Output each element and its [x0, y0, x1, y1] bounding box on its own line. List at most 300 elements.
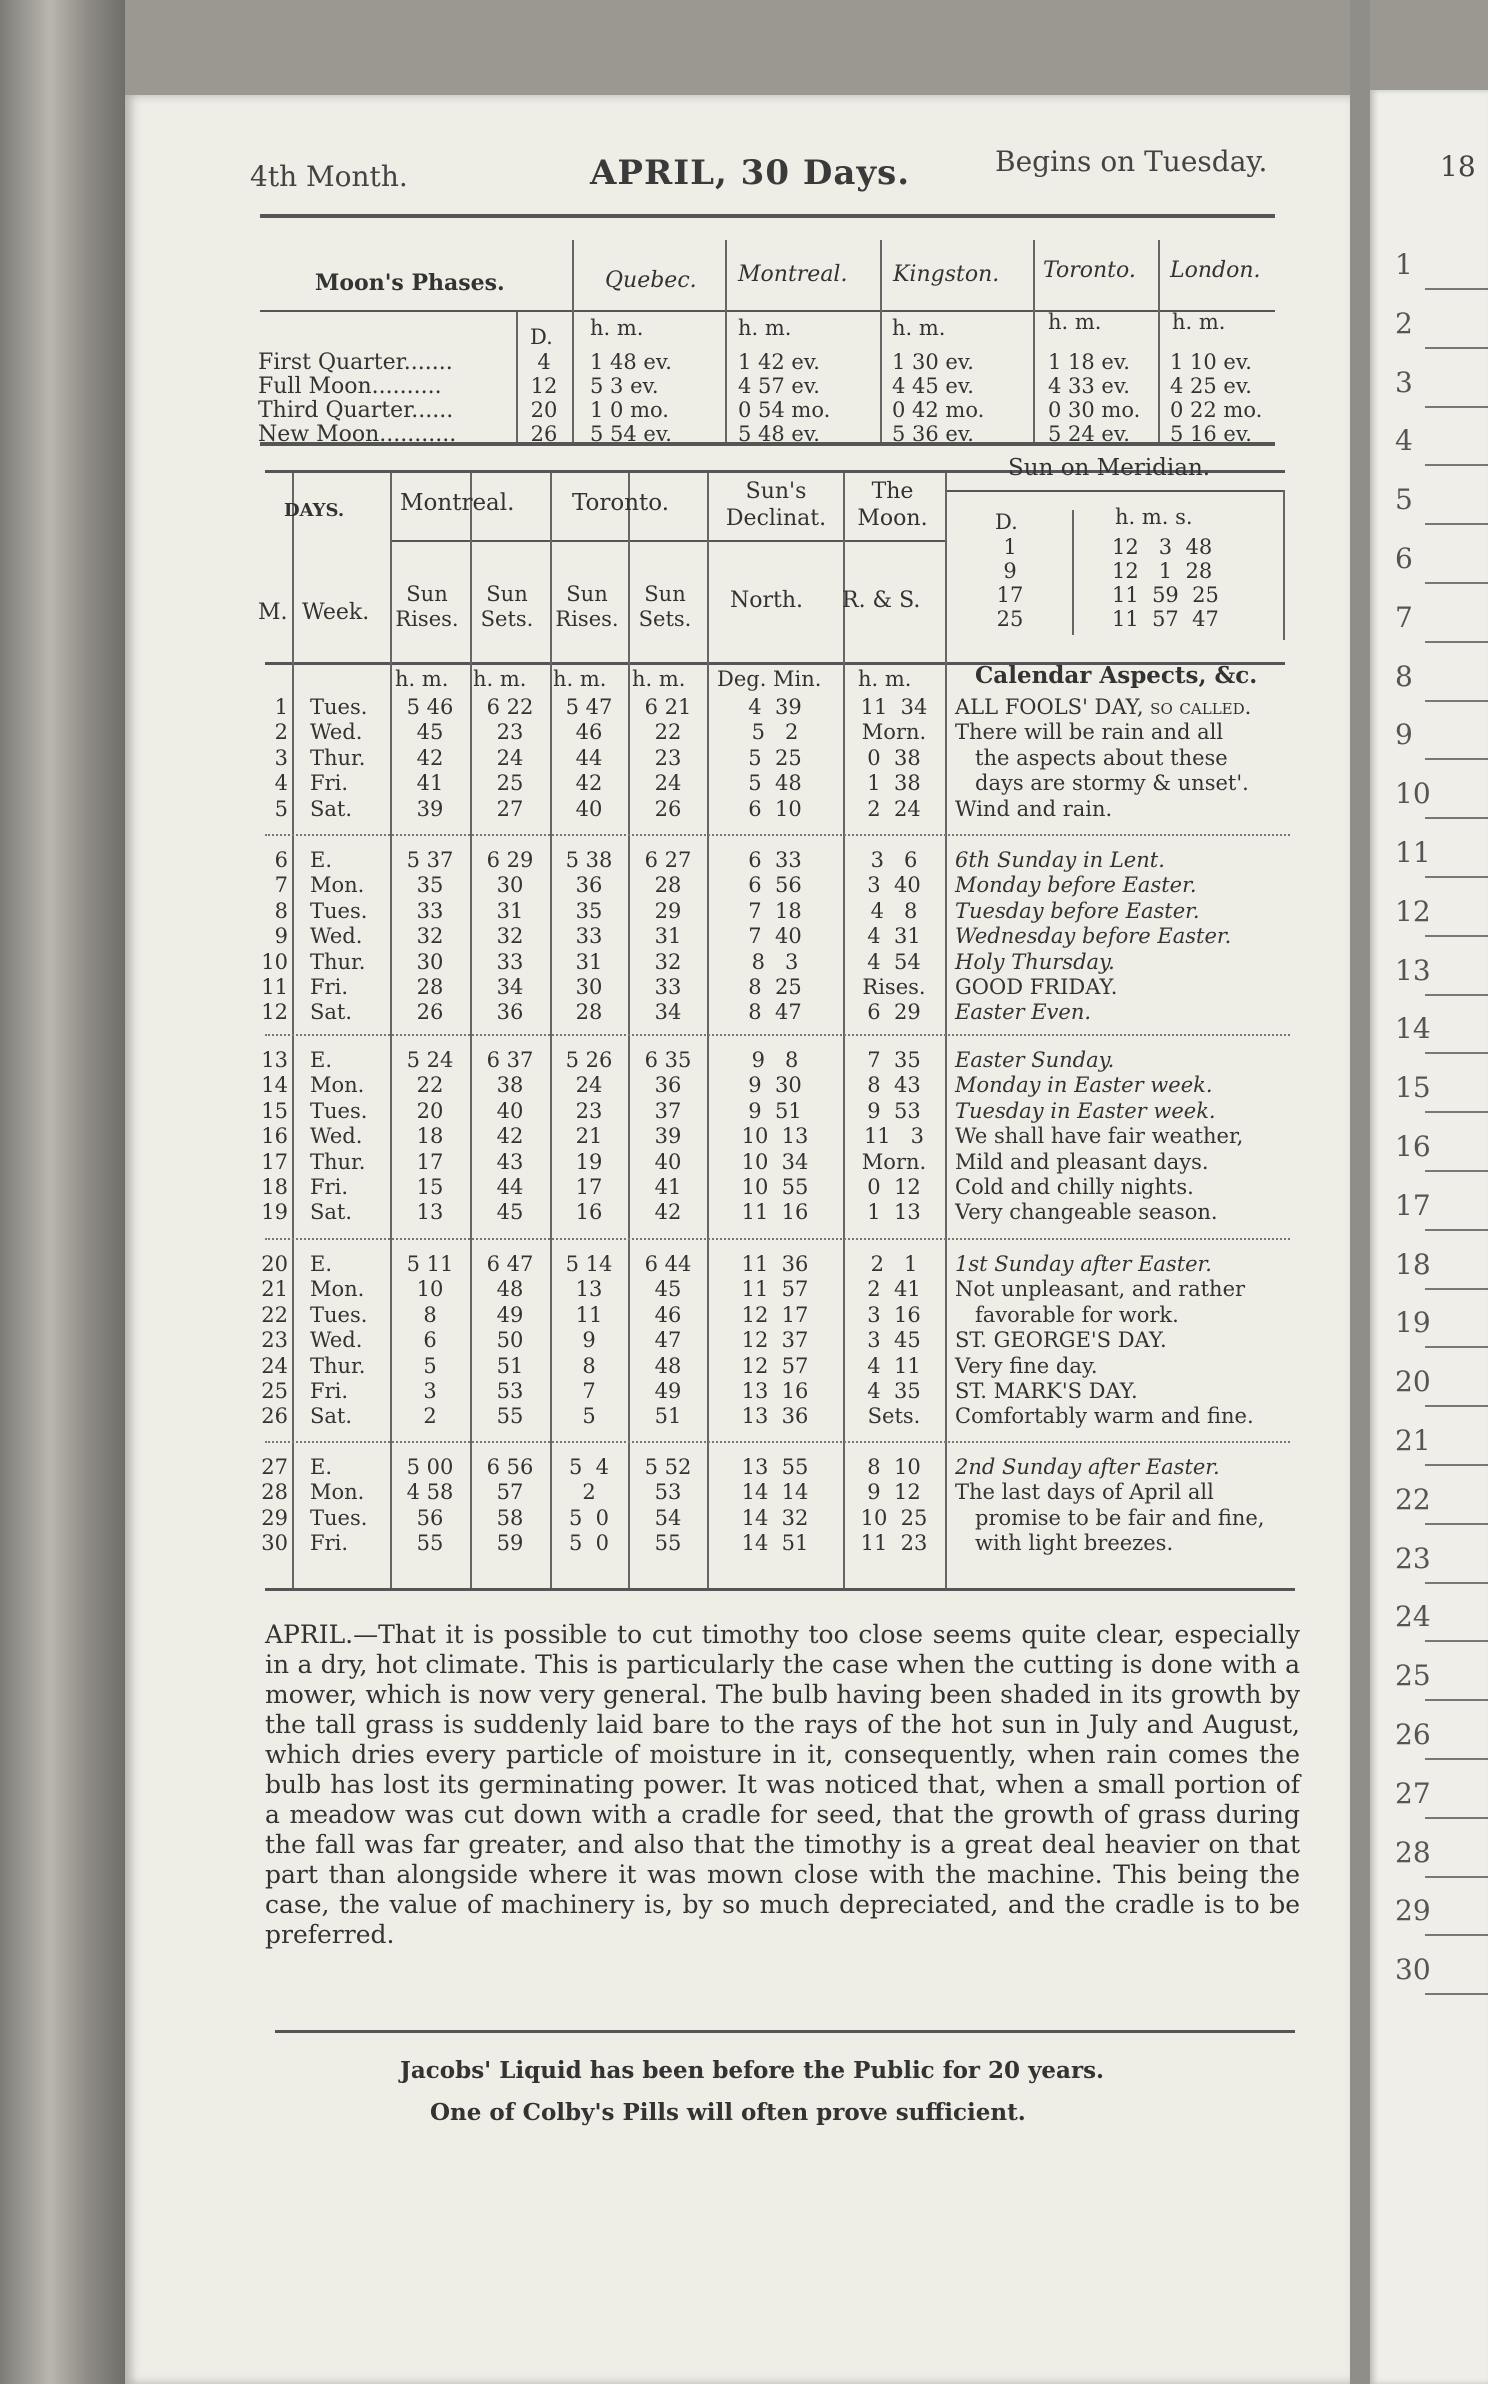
edge-rule	[1425, 1640, 1488, 1642]
group-separator	[265, 1441, 1290, 1443]
meridian-day: 17	[996, 583, 1024, 607]
toronto-header: Toronto.	[572, 490, 670, 516]
edge-rule	[1425, 641, 1488, 643]
edge-day-number: 2	[1395, 307, 1413, 340]
toronto-set: 28	[654, 873, 682, 897]
phase-time: 5 16 ev.	[1170, 422, 1252, 446]
montreal-set: 24	[496, 746, 524, 770]
day-number: 24	[261, 1354, 288, 1378]
moon-time: 10 25	[860, 1506, 928, 1530]
montreal-rise: 20	[416, 1099, 444, 1123]
montreal-rise: 33	[416, 899, 444, 923]
montreal-set: 23	[496, 720, 524, 744]
toronto-set: 48	[654, 1354, 682, 1378]
edge-rule	[1425, 347, 1488, 349]
phase-day: 12	[530, 374, 558, 398]
calendar-aspect: Wednesday before Easter.	[955, 924, 1232, 948]
declination: 8 25	[748, 975, 802, 999]
phases-hm-header: h. m.	[1048, 310, 1102, 334]
day-number: 14	[261, 1073, 288, 1097]
weekday: Tues.	[310, 899, 368, 923]
montreal-rise: 8	[423, 1303, 437, 1327]
table-column-divider	[292, 473, 294, 1588]
edge-rule	[1425, 288, 1488, 290]
declination: 7 18	[748, 899, 802, 923]
edge-rule	[1425, 1405, 1488, 1407]
meridian-header: Sun on Meridian.	[1008, 455, 1211, 481]
declination: 13 16	[741, 1379, 809, 1403]
edge-rule	[1425, 1876, 1488, 1878]
montreal-set: 50	[496, 1328, 524, 1352]
declination: 12 57	[741, 1354, 809, 1378]
col-rs: R. & S.	[842, 588, 921, 613]
declination: 14 32	[741, 1506, 809, 1530]
montreal-set: 58	[496, 1506, 524, 1530]
toronto-set: 41	[654, 1175, 682, 1199]
weekday: E.	[310, 848, 333, 872]
toronto-rise: 42	[575, 771, 603, 795]
weekday: Sat.	[310, 1000, 353, 1024]
edge-rule	[1425, 582, 1488, 584]
edge-day-number: 10	[1395, 777, 1431, 810]
montreal-set: 48	[496, 1277, 524, 1301]
declination: 10 55	[741, 1175, 809, 1199]
weekday: Tues.	[310, 1303, 368, 1327]
book-spine	[0, 0, 125, 2384]
day-number: 13	[261, 1048, 288, 1072]
weekday: Thur.	[310, 1150, 366, 1174]
weekday: E.	[310, 1048, 333, 1072]
weekday: Tues.	[310, 1099, 368, 1123]
meridian-rule	[945, 490, 1285, 492]
toronto-rise: 28	[575, 1000, 603, 1024]
toronto-set: 36	[654, 1073, 682, 1097]
toronto-rise: 44	[575, 746, 603, 770]
calendar-aspect: ST. GEORGE'S DAY.	[955, 1328, 1167, 1352]
calendar-aspect: ST. MARK'S DAY.	[955, 1379, 1138, 1403]
moon-time: 11 3	[863, 1124, 925, 1148]
units-label: h. m.	[553, 667, 607, 691]
meridian-time: 11 59 25	[1112, 583, 1219, 607]
montreal-set: 25	[496, 771, 524, 795]
weekday: Sat.	[310, 797, 353, 821]
calendar-aspect: Wind and rain.	[955, 797, 1113, 821]
day-number: 22	[261, 1303, 288, 1327]
phase-time: 5 54 ev.	[590, 422, 672, 446]
edge-day-number: 15	[1395, 1071, 1431, 1104]
col-tor-rise: Sun Rises.	[555, 582, 619, 631]
montreal-set: 44	[496, 1175, 524, 1199]
montreal-rise: 4 58	[406, 1480, 454, 1504]
edge-rule	[1425, 817, 1488, 819]
montreal-set: 6 29	[486, 848, 534, 872]
weekday: Wed.	[310, 720, 363, 744]
toronto-rise: 5 38	[565, 848, 613, 872]
phases-d-header: D.	[530, 325, 553, 349]
units-label: h. m.	[858, 667, 912, 691]
edge-day-number: 17	[1395, 1189, 1431, 1222]
declination: 5 48	[748, 771, 802, 795]
montreal-rise: 6	[423, 1328, 437, 1352]
weekday: Fri.	[310, 975, 349, 999]
day-number: 29	[261, 1506, 288, 1530]
montreal-set: 32	[496, 924, 524, 948]
toronto-set: 33	[654, 975, 682, 999]
declination: 14 51	[741, 1531, 809, 1555]
montreal-rise: 5 00	[406, 1455, 454, 1479]
phase-day: 26	[530, 422, 558, 446]
phase-time: 5 3 ev.	[590, 374, 659, 398]
montreal-rise: 5 24	[406, 1048, 454, 1072]
calendar-aspect: Easter Even.	[955, 1000, 1092, 1024]
toronto-set: 6 21	[644, 695, 692, 719]
weekday: Wed.	[310, 924, 363, 948]
toronto-rise: 5 47	[565, 695, 613, 719]
edge-rule	[1425, 876, 1488, 878]
moon-time: 2 41	[867, 1277, 921, 1301]
montreal-set: 30	[496, 873, 524, 897]
phases-divider	[1158, 240, 1160, 442]
calendar-aspect: Very fine day.	[955, 1354, 1098, 1378]
declination: 11 36	[741, 1252, 809, 1276]
phases-city-toronto: Toronto.	[1043, 258, 1136, 283]
toronto-rise: 19	[575, 1150, 603, 1174]
calendar-aspect: 1st Sunday after Easter.	[955, 1252, 1212, 1276]
montreal-rise: 5 46	[406, 695, 454, 719]
edge-rule	[1425, 406, 1488, 408]
day-number: 20	[261, 1252, 288, 1276]
edge-rule	[1425, 1934, 1488, 1936]
edge-day-number: 14	[1395, 1012, 1431, 1045]
declination-header: Sun's Declinat.	[725, 479, 827, 531]
edge-rule	[1425, 1111, 1488, 1113]
edge-rule	[1425, 1052, 1488, 1054]
edge-day-number: 30	[1395, 1953, 1431, 1986]
calendar-aspect: GOOD FRIDAY.	[955, 975, 1118, 999]
declination: 6 56	[748, 873, 802, 897]
declination: 13 55	[741, 1455, 809, 1479]
edge-rule	[1425, 1758, 1488, 1760]
day-number: 5	[274, 797, 288, 821]
meridian-day: 25	[996, 607, 1024, 631]
montreal-rise: 39	[416, 797, 444, 821]
toronto-rise: 36	[575, 873, 603, 897]
toronto-rise: 24	[575, 1073, 603, 1097]
essay-paragraph	[265, 1620, 1300, 1950]
declination: 11 57	[741, 1277, 809, 1301]
edge-rule	[1425, 1523, 1488, 1525]
moon-header: The Moon.	[857, 479, 928, 531]
montreal-rise: 10	[416, 1277, 444, 1301]
edge-day-number: 3	[1395, 366, 1413, 399]
toronto-rise: 9	[582, 1328, 596, 1352]
declination: 6 33	[748, 848, 802, 872]
montreal-rise: 5 11	[406, 1252, 454, 1276]
toronto-set: 49	[654, 1379, 682, 1403]
phases-divider	[1033, 240, 1035, 442]
toronto-rise: 11	[575, 1303, 603, 1327]
weekday: Fri.	[310, 1531, 349, 1555]
toronto-rise: 30	[575, 975, 603, 999]
meridian-hms-header: h. m. s.	[1115, 505, 1193, 529]
calendar-aspect: favorable for work.	[975, 1303, 1179, 1327]
moon-time: 1 13	[867, 1200, 921, 1224]
edge-rule	[1425, 464, 1488, 466]
phase-name: Third Quarter......	[258, 398, 454, 423]
montreal-rise: 15	[416, 1175, 444, 1199]
day-number: 15	[261, 1099, 288, 1123]
day-number: 12	[261, 1000, 288, 1024]
calendar-aspect: with light breezes.	[975, 1531, 1174, 1555]
moon-time: 4 54	[867, 950, 921, 974]
toronto-set: 23	[654, 746, 682, 770]
moon-time: 2 1	[870, 1252, 918, 1276]
edge-rule	[1425, 1993, 1488, 1995]
montreal-set: 31	[496, 899, 524, 923]
calendar-aspect: The last days of April all	[955, 1480, 1214, 1504]
days-header: DAYS.	[284, 500, 345, 521]
toronto-rise: 17	[575, 1175, 603, 1199]
phases-top-rule	[260, 214, 1275, 218]
phase-time: 4 45 ev.	[892, 374, 974, 398]
toronto-set: 34	[654, 1000, 682, 1024]
toronto-set: 42	[654, 1200, 682, 1224]
weekday: Mon.	[310, 1073, 365, 1097]
footer-line-1: Jacobs' Liquid has been before the Public for 20 years.	[400, 2057, 1105, 2084]
phases-divider	[516, 312, 518, 442]
moon-time: 3 6	[870, 848, 918, 872]
phase-time: 5 24 ev.	[1048, 422, 1130, 446]
weekday: Sat.	[310, 1404, 353, 1428]
calendar-aspect: Mild and pleasant days.	[955, 1150, 1209, 1174]
declination: 10 13	[741, 1124, 809, 1148]
toronto-rise: 35	[575, 899, 603, 923]
day-number: 1	[274, 695, 288, 719]
calendar-aspect: Not unpleasant, and rather	[955, 1277, 1246, 1301]
col-mont-set: Sun Sets.	[480, 582, 534, 631]
moon-time: 0 12	[867, 1175, 921, 1199]
toronto-rise: 2	[582, 1480, 596, 1504]
phase-time: 1 30 ev.	[892, 350, 974, 374]
calendar-aspect: promise to be fair and fine,	[975, 1506, 1265, 1530]
declination: 11 16	[741, 1200, 809, 1224]
phase-time: 4 57 ev.	[738, 374, 820, 398]
toronto-set: 32	[654, 950, 682, 974]
declination: 8 47	[748, 1000, 802, 1024]
moon-time: 4 35	[867, 1379, 921, 1403]
meridian-time: 12 3 48	[1112, 535, 1213, 559]
montreal-header: Montreal.	[400, 490, 515, 516]
montreal-set: 49	[496, 1303, 524, 1327]
units-label: Deg. Min.	[717, 667, 822, 691]
phase-day: 20	[530, 398, 558, 422]
weekday: Mon.	[310, 1480, 365, 1504]
moon-time: Morn.	[861, 720, 927, 744]
weekday: Thur.	[310, 950, 366, 974]
edge-day-number: 5	[1395, 483, 1413, 516]
montreal-set: 6 22	[486, 695, 534, 719]
moon-time: 1 38	[867, 771, 921, 795]
declination: 13 36	[741, 1404, 809, 1428]
phases-city-quebec: Quebec.	[605, 268, 697, 293]
toronto-rise: 46	[575, 720, 603, 744]
phases-city-montreal: Montreal.	[738, 262, 848, 287]
footer-rule	[275, 2030, 1295, 2033]
weekday: Fri.	[310, 1379, 349, 1403]
montreal-set: 53	[496, 1379, 524, 1403]
edge-day-number: 24	[1395, 1600, 1431, 1633]
weekday: Fri.	[310, 771, 349, 795]
calendar-aspect: Cold and chilly nights.	[955, 1175, 1194, 1199]
edge-day-number: 19	[1395, 1306, 1431, 1339]
montreal-set: 6 56	[486, 1455, 534, 1479]
declination: 7 40	[748, 924, 802, 948]
edge-day-number: 7	[1395, 601, 1413, 634]
phase-time: 0 22 mo.	[1170, 398, 1263, 422]
calendar-aspect: Easter Sunday.	[955, 1048, 1115, 1072]
phase-time: 5 48 ev.	[738, 422, 820, 446]
declination: 9 51	[748, 1099, 802, 1123]
edge-day-number: 23	[1395, 1542, 1431, 1575]
moon-time: 8 43	[867, 1073, 921, 1097]
montreal-rise: 32	[416, 924, 444, 948]
toronto-set: 37	[654, 1099, 682, 1123]
phase-time: 1 42 ev.	[738, 350, 820, 374]
toronto-rise: 5 0	[568, 1531, 610, 1555]
edge-rule	[1425, 700, 1488, 702]
edge-day-number: 18	[1395, 1248, 1431, 1281]
montreal-set: 40	[496, 1099, 524, 1123]
phase-time: 0 54 mo.	[738, 398, 831, 422]
essay-text: —That it is possible to cut timothy too close seems quite clear, especially in a dry, hot climate. This is particularly the case when the cutting is done with a mower, which is now very general. The bulb having been shaded in its growth by the tall grass is suddenly laid bare to the rays of the hot sun in July and August, which dries every particle of moisture in it, consequently, when rain comes the bulb has lost its germinating power. It was noticed that, when a small portion of a meadow was cut down with a cradle for seed, that the growth of grass during the fall was far greater, and also that the timothy is a great deal heavier on that part than alongside where it was mown close with the machine. This being the case, the value of machinery is, by so much depreciated, and the cradle is to be preferred.	[265, 1620, 1300, 1949]
toronto-rise: 5 14	[565, 1252, 613, 1276]
toronto-set: 29	[654, 899, 682, 923]
toronto-set: 45	[654, 1277, 682, 1301]
units-label: h. m.	[632, 667, 686, 691]
edge-day-number: 8	[1395, 660, 1413, 693]
phase-time: 0 30 mo.	[1048, 398, 1141, 422]
next-page-header: 18	[1440, 150, 1476, 183]
toronto-rise: 21	[575, 1124, 603, 1148]
meridian-time: 12 1 28	[1112, 559, 1213, 583]
moon-time: 2 24	[867, 797, 921, 821]
edge-day-number: 28	[1395, 1836, 1431, 1869]
declination: 5 2	[751, 720, 799, 744]
edge-day-number: 13	[1395, 954, 1431, 987]
group-separator	[265, 1034, 1290, 1036]
edge-day-number: 4	[1395, 424, 1413, 457]
footer-line-2: One of Colby's Pills will often prove sufficient.	[430, 2099, 1026, 2126]
day-number: 7	[274, 873, 288, 897]
calendar-aspect: There will be rain and all	[955, 720, 1224, 744]
day-number: 30	[261, 1531, 288, 1555]
day-number: 18	[261, 1175, 288, 1199]
calendar-aspect: 2nd Sunday after Easter.	[955, 1455, 1220, 1479]
edge-rule	[1425, 994, 1488, 996]
day-number: 19	[261, 1200, 288, 1224]
edge-day-number: 9	[1395, 718, 1413, 751]
toronto-set: 54	[654, 1506, 682, 1530]
day-number: 21	[261, 1277, 288, 1301]
phase-name: Full Moon..........	[258, 374, 442, 399]
moon-time: Rises.	[862, 975, 926, 999]
weekday: E.	[310, 1455, 333, 1479]
phase-time: 0 42 mo.	[892, 398, 985, 422]
montreal-rise: 45	[416, 720, 444, 744]
montreal-rise: 35	[416, 873, 444, 897]
col-north: North.	[730, 588, 804, 613]
weekday: Mon.	[310, 1277, 365, 1301]
day-number: 26	[261, 1404, 288, 1428]
calendar-aspect: days are stormy & unset'.	[975, 771, 1249, 795]
day-number: 23	[261, 1328, 288, 1352]
declination: 12 37	[741, 1328, 809, 1352]
edge-day-number: 16	[1395, 1130, 1431, 1163]
moon-time: 3 45	[867, 1328, 921, 1352]
edge-rule	[1425, 758, 1488, 760]
moon-time: 9 53	[867, 1099, 921, 1123]
montreal-rise: 13	[416, 1200, 444, 1224]
weekday: Tues.	[310, 1506, 368, 1530]
montreal-rise: 30	[416, 950, 444, 974]
moon-time: 4 31	[867, 924, 921, 948]
toronto-set: 53	[654, 1480, 682, 1504]
phases-city-london: London.	[1170, 258, 1261, 283]
calendar-aspect: Holy Thursday.	[955, 950, 1115, 974]
calendar-aspect: Tuesday before Easter.	[955, 899, 1200, 923]
day-number: 28	[261, 1480, 288, 1504]
edge-day-number: 20	[1395, 1365, 1431, 1398]
declination: 14 14	[741, 1480, 809, 1504]
phase-time: 4 33 ev.	[1048, 374, 1130, 398]
toronto-rise: 40	[575, 797, 603, 821]
edge-rule	[1425, 1170, 1488, 1172]
declination: 9 8	[751, 1048, 799, 1072]
declination: 12 17	[741, 1303, 809, 1327]
toronto-set: 51	[654, 1404, 682, 1428]
meridian-divider	[1072, 510, 1074, 635]
declination: 4 39	[748, 695, 802, 719]
table-column-divider	[945, 473, 947, 1588]
phases-divider	[725, 240, 727, 442]
toronto-set: 40	[654, 1150, 682, 1174]
units-label: h. m.	[473, 667, 527, 691]
weekday: Wed.	[310, 1328, 363, 1352]
montreal-rise: 42	[416, 746, 444, 770]
edge-day-number: 27	[1395, 1777, 1431, 1810]
toronto-rise: 5 4	[568, 1455, 610, 1479]
moon-time: 11 34	[860, 695, 928, 719]
declination: 6 10	[748, 797, 802, 821]
day-number: 3	[274, 746, 288, 770]
toronto-rise: 16	[575, 1200, 603, 1224]
edge-rule	[1425, 1582, 1488, 1584]
weekday: Fri.	[310, 1175, 349, 1199]
days-sub-rule	[390, 540, 945, 542]
weekday: Thur.	[310, 1354, 366, 1378]
edge-day-number: 29	[1395, 1894, 1431, 1927]
weekday: E.	[310, 1252, 333, 1276]
montreal-rise: 55	[416, 1531, 444, 1555]
toronto-set: 47	[654, 1328, 682, 1352]
edge-day-number: 21	[1395, 1424, 1431, 1457]
toronto-set: 26	[654, 797, 682, 821]
montreal-rise: 5 37	[406, 848, 454, 872]
day-number: 6	[274, 848, 288, 872]
montreal-set: 57	[496, 1480, 524, 1504]
col-tor-set: Sun Sets.	[638, 582, 692, 631]
units-label: h. m.	[395, 667, 449, 691]
